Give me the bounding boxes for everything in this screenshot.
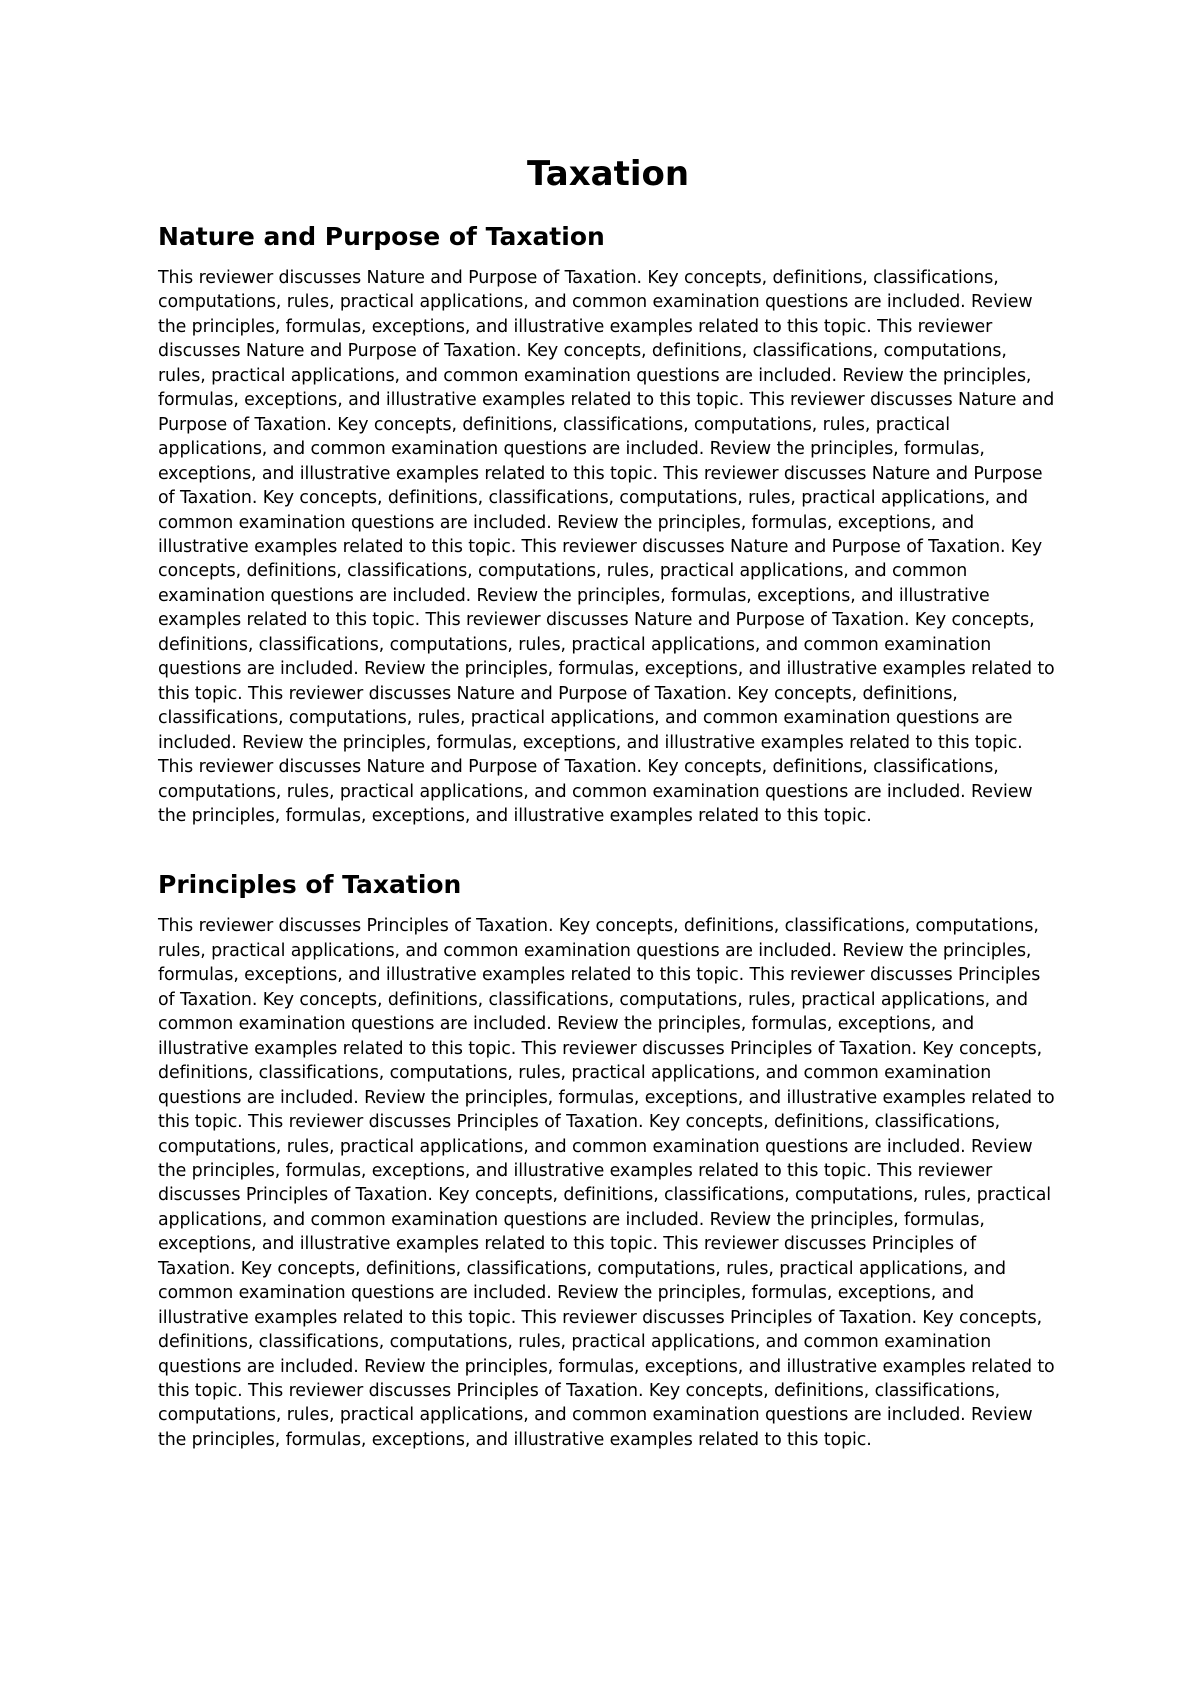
document-page: [158, 152, 1058, 1452]
section-nature-and-purpose: [158, 220, 1058, 828]
section-principles: [158, 868, 1058, 1452]
section-body-text: This reviewer discusses Principles of Taxation. Key concepts, definitions, classifications, computations, rules, practical applications, and common examination questions are included. Review the principles, formulas, exceptions, and illustrative examples related to this topic. This reviewer discusses Principles of Taxation. Key concepts, definitions, classifications, computations, rules, practical applications, and common examination questions are included. Review the principles, formulas, exceptions, and illustrative examples related to this topic. This reviewer discusses Principles of Taxation. Key concepts, definitions, classifications, computations, rules, practical applications, and common examination questions are included. Review the principles, formulas, exceptions, and illustrative examples related to this topic. This reviewer discusses Principles of Taxation. Key concepts, definitions, classifications, computations, rules, practical applications, and common examination questions are included. Review the principles, formulas, exceptions, and illustrative examples related to this topic. This reviewer discusses Principles of Taxation. Key concepts, definitions, classifications, computations, rules, practical applications, and common examination questions are included. Review the principles, formulas, exceptions, and illustrative examples related to this topic. This reviewer discusses Principles of Taxation. Key concepts, definitions, classifications, computations, rules, practical applications, and common examination questions are included. Review the principles, formulas, exceptions, and illustrative examples related to this topic. This reviewer discusses Principles of Taxation. Key concepts, definitions, classifications, computations, rules, practical applications, and common examination questions are included. Review the principles, formulas, exceptions, and illustrative examples related to this topic. This reviewer discusses Principles of Taxation. Key concepts, definitions, classifications, computations, rules, practical applications, and common examination questions are included. Review the principles, formulas, exceptions, and illustrative examples related to this topic.: [158, 916, 1055, 1450]
section-heading: Nature and Purpose of Taxation: [158, 222, 605, 251]
section-body-text: This reviewer discusses Nature and Purpose of Taxation. Key concepts, definitions, classifications, computations, rules, practical applications, and common examination questions are included. Review the principles, formulas, exceptions, and illustrative examples related to this topic. This reviewer discusses Nature and Purpose of Taxation. Key concepts, definitions, classifications, computations, rules, practical applications, and common examination questions are included. Review the principles, formulas, exceptions, and illustrative examples related to this topic. This reviewer discusses Nature and Purpose of Taxation. Key concepts, definitions, classifications, computations, rules, practical applications, and common examination questions are included. Review the principles, formulas, exceptions, and illustrative examples related to this topic. This reviewer discusses Nature and Purpose of Taxation. Key concepts, definitions, classifications, computations, rules, practical applications, and common examination questions are included. Review the principles, formulas, exceptions, and illustrative examples related to this topic. This reviewer discusses Nature and Purpose of Taxation. Key concepts, definitions, classifications, computations, rules, practical applications, and common examination questions are included. Review the principles, formulas, exceptions, and illustrative examples related to this topic. This reviewer discusses Nature and Purpose of Taxation. Key concepts, definitions, classifications, computations, rules, practical applications, and common examination questions are included. Review the principles, formulas, exceptions, and illustrative examples related to this topic. This reviewer discusses Nature and Purpose of Taxation. Key concepts, definitions, classifications, computations, rules, practical applications, and common examination questions are included. Review the principles, formulas, exceptions, and illustrative examples related to this topic. This reviewer discusses Nature and Purpose of Taxation. Key concepts, definitions, classifications, computations, rules, practical applications, and common examination questions are included. Review the principles, formulas, exceptions, and illustrative examples related to this topic.: [158, 268, 1055, 826]
document-title: Taxation: [526, 154, 690, 194]
section-heading: Principles of Taxation: [158, 870, 462, 900]
